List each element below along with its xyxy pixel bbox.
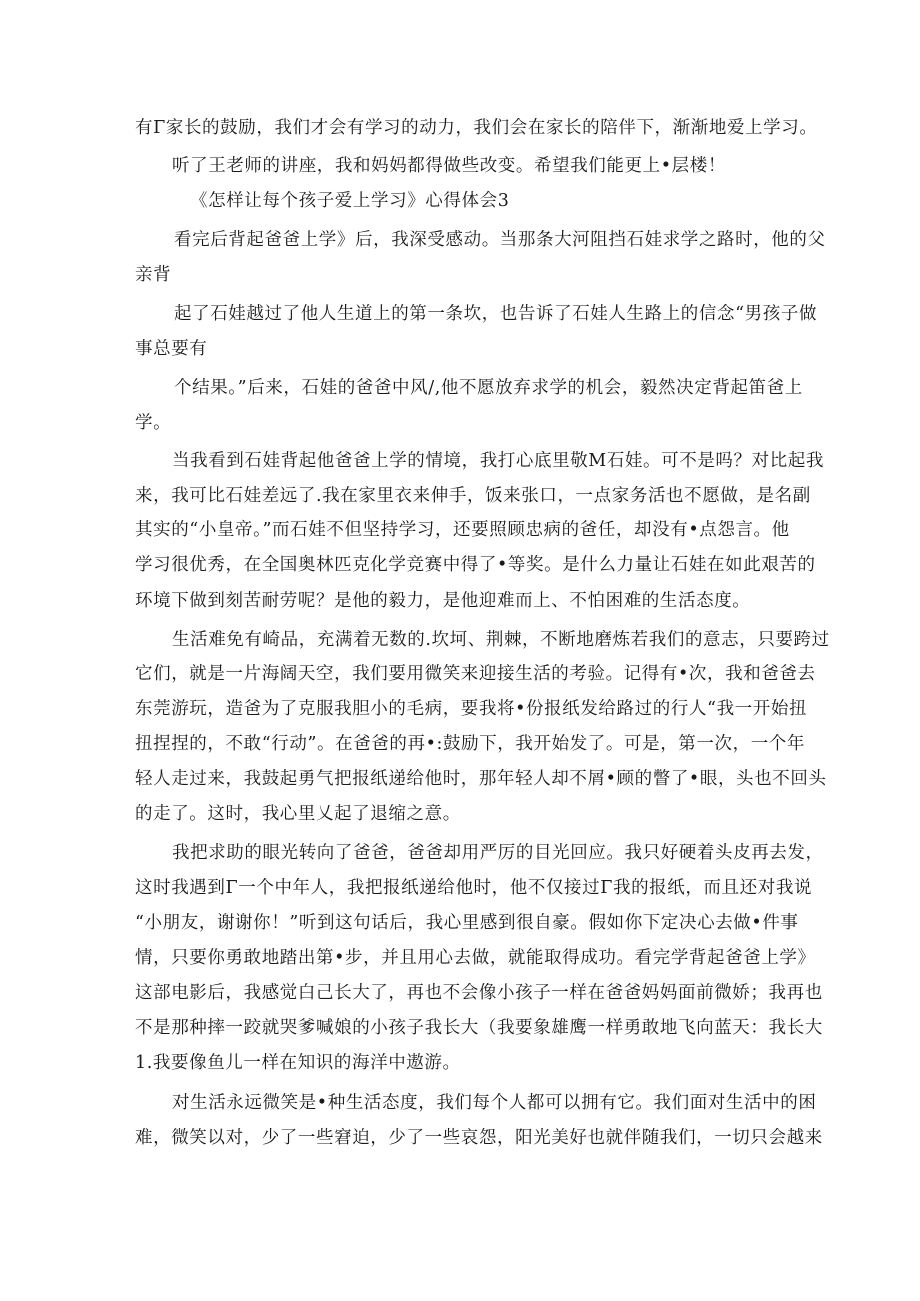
- text-line: 不是那种摔一跤就哭爹喊娘的小孩子我长大（我要象雄鹰一样勇敢地飞向蓝天：我长大: [135, 1018, 823, 1038]
- text-line: 个结果。”后来，石娃的爸爸中风/,他不愿放弃求学的机会，毅然决定背起笛爸上: [174, 378, 803, 398]
- text-line: 对生活永远微笑是•种生活态度，我们每个人都可以拥有它。我们面对生活中的困: [172, 1093, 817, 1113]
- text-line: 的走了。这时，我心里乂起了退缩之意。: [135, 804, 461, 824]
- text-line: 东莞游玩，造爸为了克服我胆小的毛病，要我将•份报纸发给路过的行人“我一开始扭: [135, 699, 808, 719]
- text-line: 起了石娃越过了他人生道上的第一条坎，也告诉了石娃人生路上的信念“男孩子做: [174, 304, 818, 324]
- text-line: 它们，就是一片海阔天空，我们要用微笑来迎接生活的考验。记得有•次，我和爸爸去: [135, 664, 816, 684]
- text-line: 这部电影后，我感觉白己长大了，再也不会像小孩子一样在爸爸妈妈面前微娇；我再也: [135, 983, 823, 1003]
- text-line: 学习很优秀，在全国奥林匹克化学竞赛中得了•等奖。是什么力量让石娃在如此艰苦的: [135, 555, 816, 575]
- text-line: 这时我遇到Γ一个中年人，我把报纸递给他时，他不仅接过Γ我的报纸，而且还对我说: [135, 878, 813, 898]
- text-line: 当我看到石娃背起他爸爸上学的情境，我打心底里敬M石娃。可不是吗？对比起我: [172, 451, 825, 471]
- text-line: “小朋友，谢谢你！”听到这句话后，我心里感到很自豪。假如你下定决心去做•件事: [135, 913, 799, 933]
- text-line: 我把求助的眼光转向了爸爸，爸爸却用严厉的目光回应。我只好硬着头皮再去发，: [172, 843, 824, 863]
- text-line: 环境下做到刻苦耐劳呢？是他的毅力，是他迎难而上、不怕困难的生活态度。: [135, 591, 751, 611]
- text-line: 亲背: [135, 265, 172, 285]
- text-line: 来，我可比石娃差远了.我在家里衣来伸手，饭来张口，一点家务活也不愿做，是名副: [135, 486, 811, 506]
- text-line: 情，只要你勇敢地踏出第•步，并且用心去做，就能取得成功。看完学背起爸爸上学》: [135, 948, 816, 968]
- section-heading: 《怎样让每个孩子爱上学习》心得体会3: [190, 191, 510, 211]
- text-line: 难，微笑以对，少了一些窘迫，少了一些哀怨，阳光美好也就伴随我们，一切只会越来: [135, 1128, 823, 1148]
- text-line: 看完后背起爸爸上学》后，我深受感动。当那条大河阻挡石娃求学之路时，他的父: [174, 230, 826, 250]
- text-line: 学。: [135, 413, 172, 433]
- text-line: 1.我要像鱼儿一样在知识的海洋中遨游。: [135, 1053, 461, 1073]
- text-line: 轻人走过来，我鼓起勇气把报纸递给他时，那年轻人却不屑•顾的瞥了•眼，头也不回头: [135, 769, 827, 789]
- text-line: 听了王老师的讲座，我和妈妈都得做些改变。希望我们能更上•层楼！: [172, 156, 726, 176]
- text-line: 生活难免有崎品，充满着无数的.坎坷、荆棘，不断地磨炼若我们的意志，只要跨过: [172, 630, 830, 650]
- text-line: 扭捏捏的，不敢“行动”。在爸爸的再•:鼓励下，我开始发了。可是，第一次，一个年: [135, 734, 806, 754]
- text-line: 事总要有: [135, 339, 208, 359]
- text-line: 其实的“小皇帝。”而石娃不但坚持学习，还要照顾忠病的爸任，却没有•点怨言。他: [135, 520, 790, 540]
- text-line: 有Γ家长的鼓励，我们才会有学习的动力，我们会在家长的陪伴下，渐渐地爱上学习。: [135, 118, 818, 138]
